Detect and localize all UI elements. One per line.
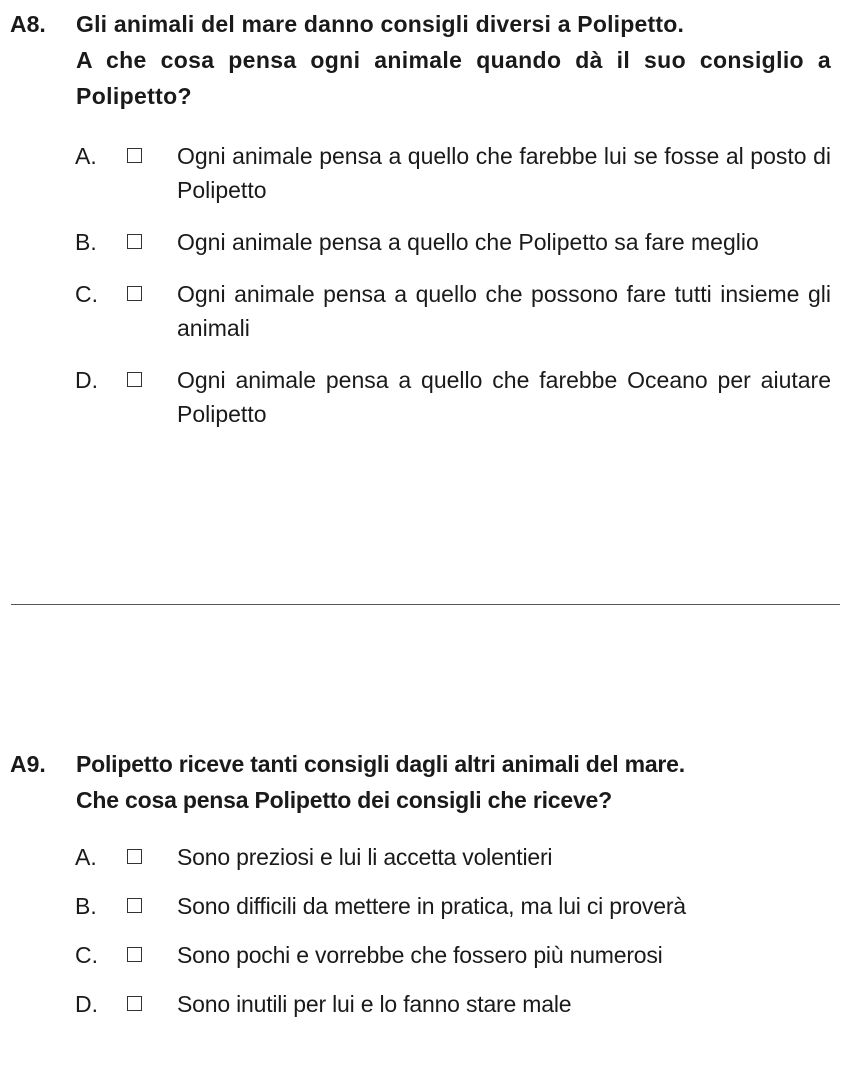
question-prompt-line-1: Gli animali del mare danno consigli diversi a Polipetto. bbox=[76, 11, 685, 37]
option-b[interactable] bbox=[0, 889, 861, 923]
question-header bbox=[0, 746, 861, 818]
question-number: A9. bbox=[10, 751, 46, 777]
option-text: Sono pochi e vorrebbe che fossero più numerosi bbox=[177, 942, 663, 968]
option-b[interactable] bbox=[0, 225, 861, 259]
option-a[interactable] bbox=[0, 840, 861, 874]
option-text: Sono preziosi e lui li accetta volentieri bbox=[177, 844, 553, 870]
section-divider bbox=[11, 604, 840, 605]
question-a8 bbox=[0, 6, 861, 449]
question-prompt-line-1: Polipetto riceve tanti consigli dagli altri animali del mare. bbox=[76, 751, 685, 777]
option-text: Sono difficili da mettere in pratica, ma lui ci proverà bbox=[177, 893, 686, 919]
option-letter: A. bbox=[75, 844, 97, 870]
checkbox-icon[interactable] bbox=[127, 996, 142, 1011]
option-letter: D. bbox=[75, 367, 98, 393]
option-text: Ogni animale pensa a quello che farebbe lui se fosse al posto di Polipetto bbox=[177, 143, 831, 203]
checkbox-icon[interactable] bbox=[127, 234, 142, 249]
option-letter: B. bbox=[75, 229, 97, 255]
question-header bbox=[0, 6, 861, 114]
checkbox-icon[interactable] bbox=[127, 372, 142, 387]
option-letter: B. bbox=[75, 893, 97, 919]
option-letter: D. bbox=[75, 991, 98, 1017]
option-text: Ogni animale pensa a quello che possono fare tutti insieme gli animali bbox=[177, 281, 831, 341]
question-prompt-line-2: Che cosa pensa Polipetto dei consigli che riceve? bbox=[76, 787, 612, 813]
checkbox-icon[interactable] bbox=[127, 898, 142, 913]
option-a[interactable] bbox=[0, 139, 861, 207]
option-letter: A. bbox=[75, 143, 97, 169]
question-prompt-line-2: A che cosa pensa ogni animale quando dà il suo consiglio a Polipetto? bbox=[76, 47, 831, 109]
checkbox-icon[interactable] bbox=[127, 148, 142, 163]
option-c[interactable] bbox=[0, 938, 861, 972]
option-c[interactable] bbox=[0, 277, 861, 345]
answer-options bbox=[0, 840, 861, 1021]
answer-options bbox=[0, 139, 861, 431]
option-text: Sono inutili per lui e lo fanno stare male bbox=[177, 991, 572, 1017]
checkbox-icon[interactable] bbox=[127, 849, 142, 864]
option-text: Ogni animale pensa a quello che Polipetto sa fare meglio bbox=[177, 229, 759, 255]
option-letter: C. bbox=[75, 281, 98, 307]
option-text: Ogni animale pensa a quello che farebbe Oceano per aiutare Polipetto bbox=[177, 367, 831, 427]
option-d[interactable] bbox=[0, 987, 861, 1021]
question-a9 bbox=[0, 746, 861, 1036]
option-d[interactable] bbox=[0, 363, 861, 431]
checkbox-icon[interactable] bbox=[127, 947, 142, 962]
option-letter: C. bbox=[75, 942, 98, 968]
question-number: A8. bbox=[10, 11, 46, 37]
checkbox-icon[interactable] bbox=[127, 286, 142, 301]
